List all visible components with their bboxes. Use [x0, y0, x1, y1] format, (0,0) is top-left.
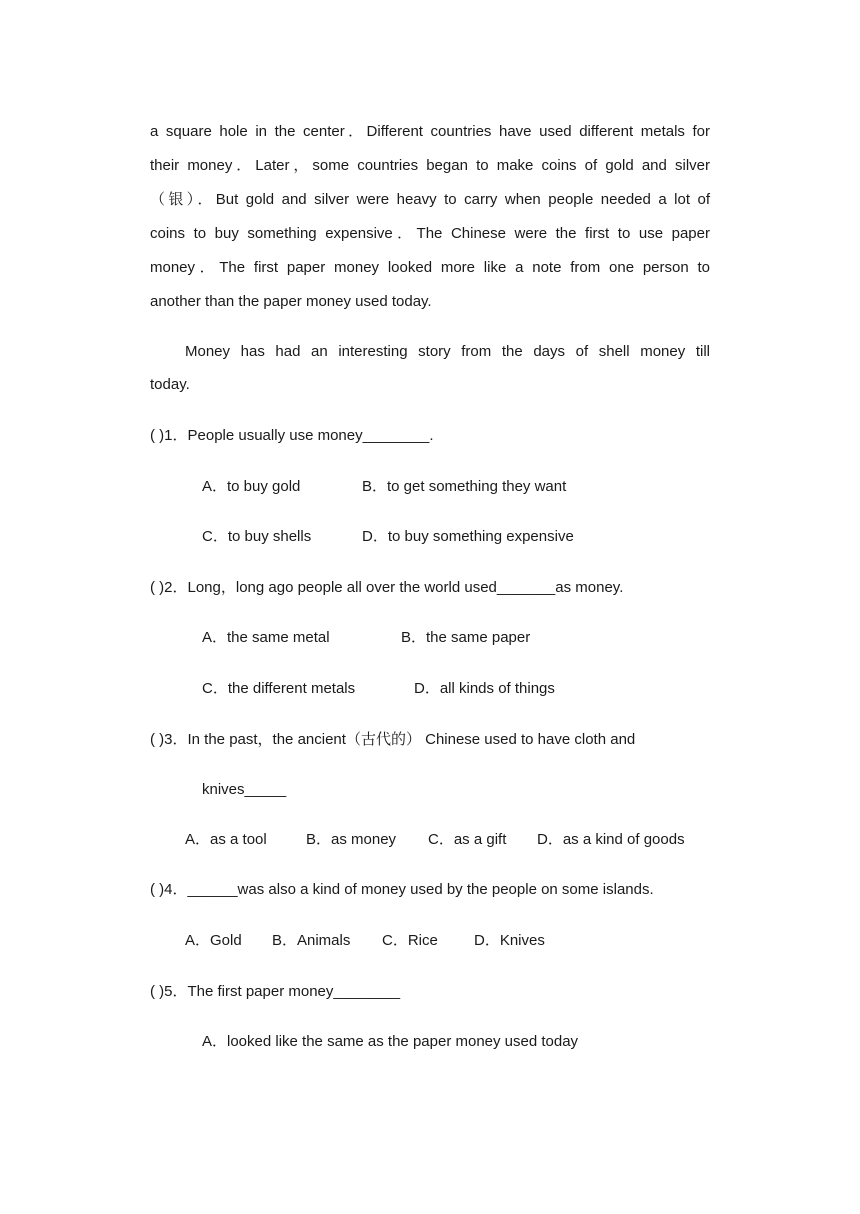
- option-c: C．Rice: [382, 932, 438, 949]
- question-stem: ( )5．The first paper money________: [150, 983, 401, 1000]
- passage-line: today.: [150, 376, 190, 393]
- option-a: A．as a tool: [185, 831, 267, 848]
- option-a: A．to buy gold: [202, 478, 301, 495]
- question-stem: ( )1．People usually use money________.: [150, 427, 434, 444]
- option-a: A．the same metal: [202, 629, 330, 646]
- option-b: B．the same paper: [401, 629, 531, 646]
- option-c: C．to buy shells: [202, 528, 312, 545]
- question-stem: ( )4．______was also a kind of money used by the people on some islands.: [150, 881, 654, 898]
- passage-line: a square hole in the center．Different countries have used different metals for: [150, 123, 710, 140]
- option-d: D．all kinds of things: [414, 680, 555, 697]
- option-a: A．Gold: [185, 932, 242, 949]
- option-b: B．to get something they want: [362, 478, 567, 495]
- passage-line: Money has had an interesting story from the days of shell money till: [185, 343, 710, 360]
- option-c: C．as a gift: [428, 831, 507, 848]
- option-d: D．as a kind of goods: [537, 831, 685, 848]
- option-d: D．Knives: [474, 932, 545, 949]
- option-a: A．looked like the same as the paper money used today: [202, 1033, 579, 1050]
- passage-line: coins to buy something expensive．The Chinese were the first to use paper: [150, 225, 710, 242]
- option-b: B．as money: [306, 831, 397, 848]
- question-stem-continuation: knives_____: [202, 781, 287, 798]
- passage-line: （银）．But gold and silver were heavy to carry when people needed a lot of: [150, 191, 710, 208]
- passage-line: money．The first paper money looked more like a note from one person to: [150, 259, 710, 276]
- option-c: C．the different metals: [202, 680, 356, 697]
- option-b: B．Animals: [272, 932, 351, 949]
- option-d: D．to buy something expensive: [362, 528, 574, 545]
- question-stem: ( )2．Long，long ago people all over the world used_______as money.: [150, 579, 624, 596]
- question-stem: ( )3．In the past，the ancient（古代的） Chinese used to have cloth and: [150, 731, 636, 748]
- passage-line: their money．Later，some countries began to make coins of gold and silver: [150, 157, 710, 174]
- passage-line: another than the paper money used today.: [150, 293, 432, 310]
